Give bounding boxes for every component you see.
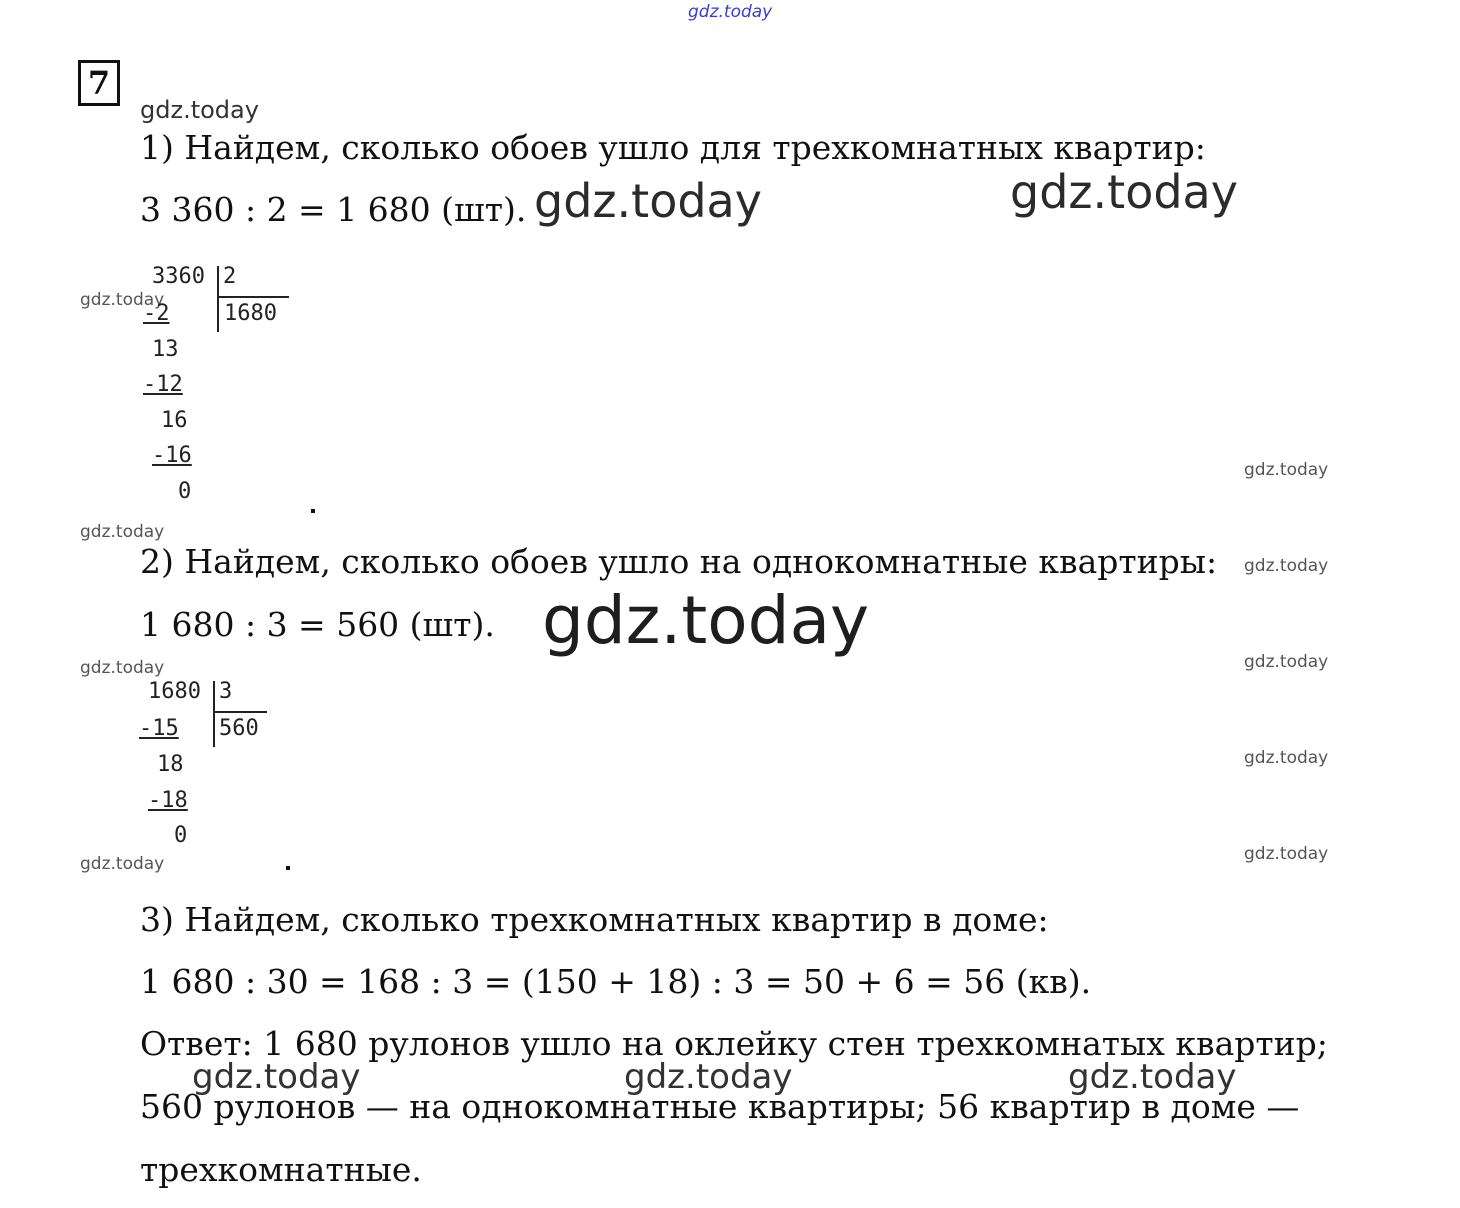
- division-step: 18: [157, 752, 184, 777]
- watermark: gdz.today: [534, 174, 762, 228]
- step-2-text: 2) Найдем, сколько обоев ушло на однокомнатные квартиры:: [140, 542, 1218, 581]
- division-step: 13: [152, 337, 179, 362]
- step-1-text: 1) Найдем, сколько обоев ушло для трехкомнатных квартир:: [140, 128, 1206, 167]
- division-step: -2: [143, 301, 170, 326]
- watermark: gdz.today: [192, 1057, 361, 1097]
- watermark: gdz.today: [1068, 1057, 1237, 1097]
- quotient: 1680: [224, 301, 277, 326]
- divisor: 2: [223, 264, 237, 289]
- dividend: 3360: [152, 264, 205, 289]
- watermark: gdz.today: [80, 854, 165, 874]
- division-step: -16: [152, 443, 192, 468]
- division-step: 16: [161, 408, 188, 433]
- watermark: gdz.today: [1244, 652, 1329, 672]
- step-3-expression: 1 680 : 30 = 168 : 3 = (150 + 18) : 3 = 50 + 6 = 56 (кв).: [140, 962, 1092, 1001]
- answer-line-3: трехкомнатные.: [140, 1150, 422, 1189]
- watermark: gdz.today: [1244, 844, 1329, 864]
- watermark: gdz.today: [80, 290, 165, 310]
- watermark: gdz.today: [1244, 460, 1329, 480]
- step-1-expression: 3 360 : 2 = 1 680 (шт).: [140, 190, 527, 229]
- watermark-top: gdz.today: [688, 2, 773, 22]
- watermark: gdz.today: [624, 1057, 793, 1097]
- watermark: gdz.today: [542, 582, 870, 659]
- division-step: -15: [139, 716, 179, 741]
- exercise-number: 7: [78, 60, 120, 106]
- answer-line-2: 560 рулонов — на однокомнатные квартиры; 56 квартир в доме —: [140, 1087, 1300, 1126]
- dividend: 1680: [148, 679, 201, 704]
- watermark: gdz.today: [80, 522, 165, 542]
- division-step: 0: [174, 823, 188, 848]
- quotient: 560: [219, 716, 259, 741]
- watermark: gdz.today: [1244, 748, 1329, 768]
- answer-line-1: Ответ: 1 680 рулонов ушло на оклейку стен трехкомнатых квартир;: [140, 1024, 1328, 1063]
- step-3-text: 3) Найдем, сколько трехкомнатных квартир в доме:: [140, 900, 1049, 939]
- division-step: -12: [143, 372, 183, 397]
- watermark: gdz.today: [80, 658, 165, 678]
- step-2-expression: 1 680 : 3 = 560 (шт).: [140, 605, 495, 644]
- divisor: 3: [219, 679, 233, 704]
- watermark: gdz.today: [140, 96, 259, 124]
- division-step: -18: [148, 788, 188, 813]
- watermark: gdz.today: [1244, 556, 1329, 576]
- watermark: gdz.today: [1010, 165, 1238, 219]
- division-step: 0: [178, 479, 192, 504]
